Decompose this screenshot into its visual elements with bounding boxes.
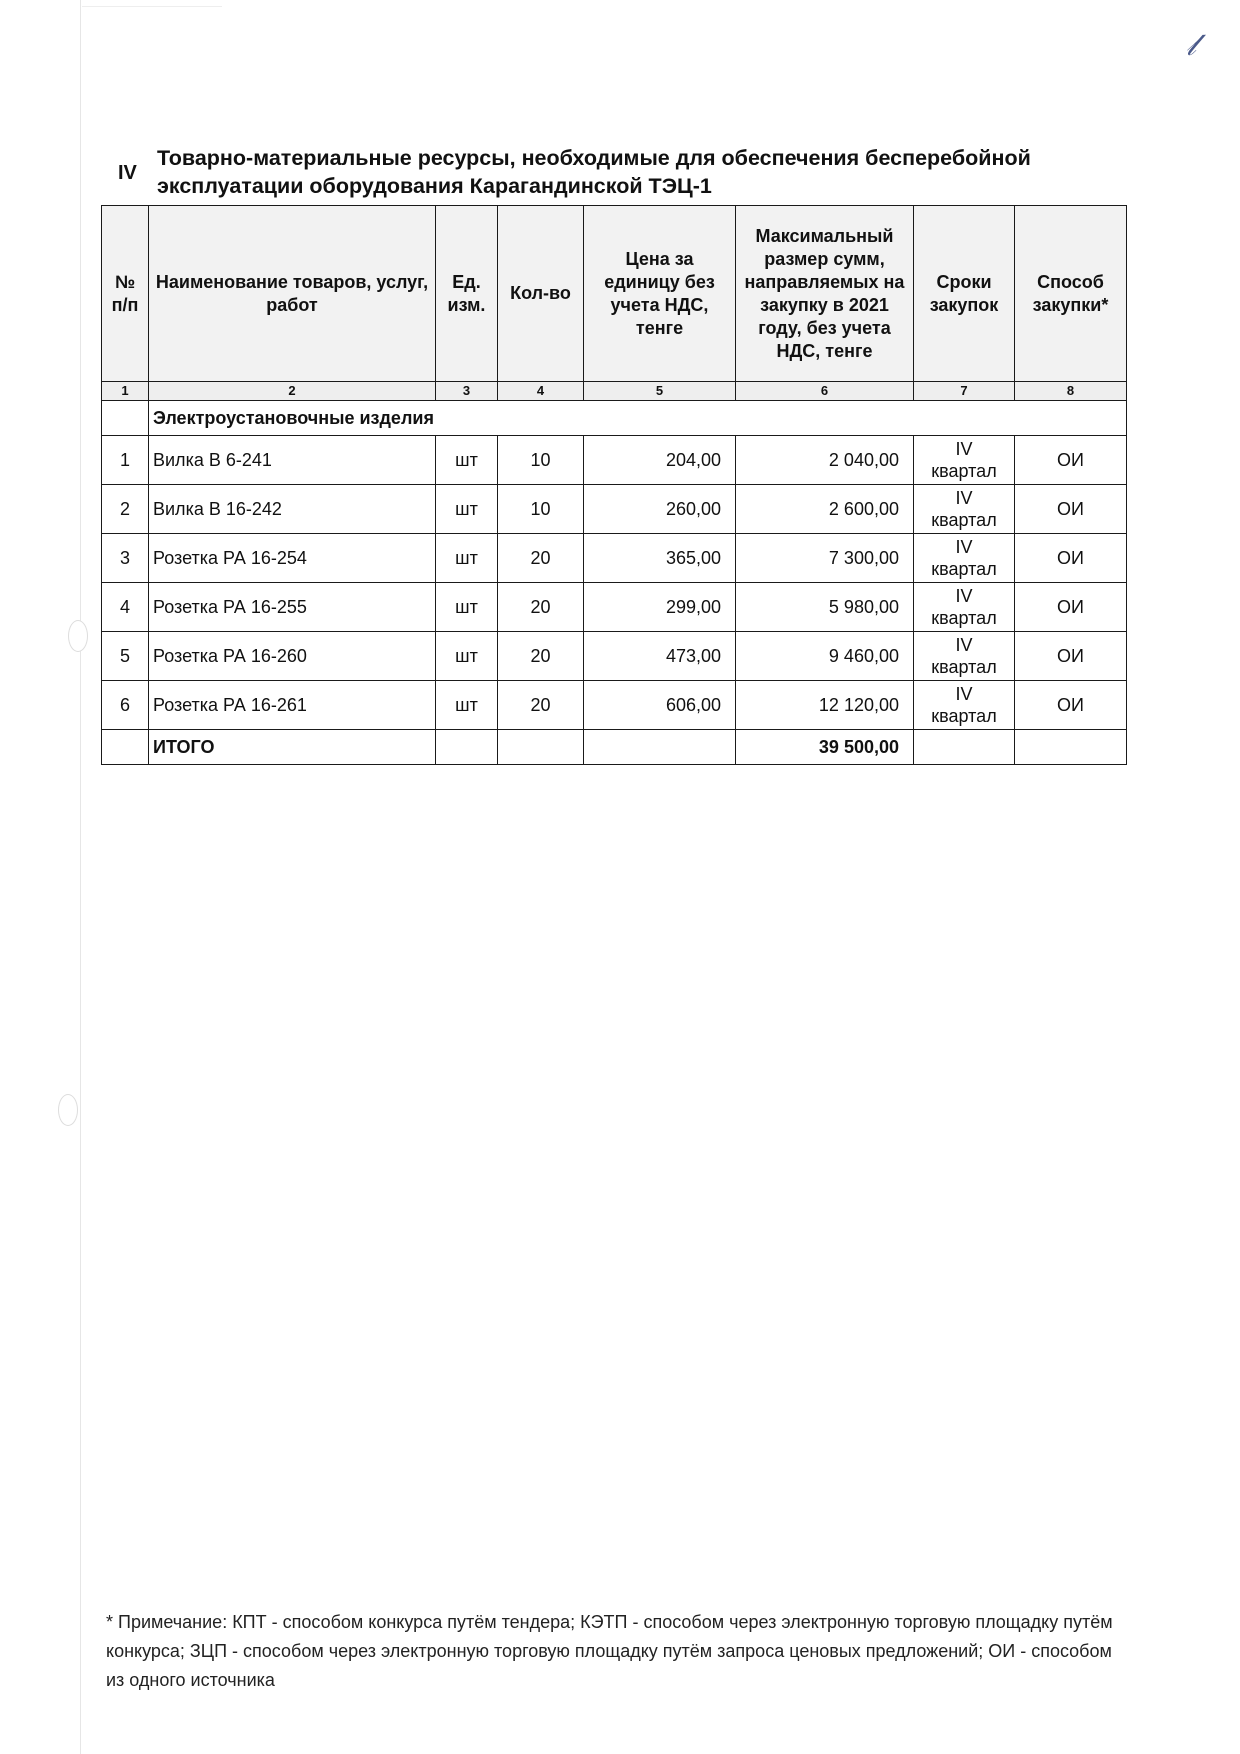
item-qty: 10 [498, 485, 584, 534]
item-unit: шт [436, 485, 498, 534]
item-price: 473,00 [584, 632, 736, 681]
total-empty-cell [436, 730, 498, 765]
total-empty-cell [1015, 730, 1127, 765]
item-unit: шт [436, 681, 498, 730]
item-method: ОИ [1015, 583, 1127, 632]
header-cell: Цена за единицу без учета НДС, тенге [584, 206, 736, 382]
group-row [102, 401, 1127, 436]
row-number: 4 [102, 583, 149, 632]
term-word: квартал [931, 706, 997, 726]
header-cell: Наименование товаров, услуг, работ [149, 206, 436, 382]
row-number: 5 [102, 632, 149, 681]
total-empty-cell [498, 730, 584, 765]
item-qty: 20 [498, 583, 584, 632]
item-term [914, 583, 1015, 632]
row-number: 6 [102, 681, 149, 730]
table-row [102, 681, 1127, 730]
term-quarter: IV [955, 586, 973, 606]
item-name: Розетка РА 16-255 [149, 583, 436, 632]
footnote: * Примечание: КПТ - способом конкурса путём тендера; КЭТП - способом через электронную торговую площадку путём конкурса; ЗЦП - способом через электронную торговую площадку путём запроса ценовых предложений; ОИ - способом из одного источника [106, 1612, 1113, 1690]
item-sum: 12 120,00 [736, 681, 914, 730]
term-word: квартал [931, 461, 997, 481]
item-qty: 10 [498, 436, 584, 485]
term-quarter: IV [955, 635, 973, 655]
column-number: 3 [436, 382, 498, 401]
column-number: 1 [102, 382, 149, 401]
procurement-table [101, 205, 1127, 765]
term-word: квартал [931, 559, 997, 579]
item-term [914, 436, 1015, 485]
scan-edge-left [80, 0, 81, 1754]
item-price: 299,00 [584, 583, 736, 632]
column-number: 6 [736, 382, 914, 401]
header-cell: Кол-во [498, 206, 584, 382]
group-title: Электроустановочные изделия [149, 401, 1127, 436]
item-qty: 20 [498, 534, 584, 583]
term-word: квартал [931, 608, 997, 628]
header-cell: Ед. изм. [436, 206, 498, 382]
total-sum: 39 500,00 [736, 730, 914, 765]
total-row [102, 730, 1127, 765]
column-number: 5 [584, 382, 736, 401]
term-quarter: IV [955, 488, 973, 508]
punch-hole [68, 620, 88, 652]
header-cell: Способ закупки* [1015, 206, 1127, 382]
row-number: 1 [102, 436, 149, 485]
row-number: 2 [102, 485, 149, 534]
total-empty-cell [584, 730, 736, 765]
section-number: IV [118, 162, 137, 184]
group-empty-cell [102, 401, 149, 436]
item-price: 260,00 [584, 485, 736, 534]
item-sum: 5 980,00 [736, 583, 914, 632]
item-term [914, 632, 1015, 681]
item-sum: 2 600,00 [736, 485, 914, 534]
item-qty: 20 [498, 632, 584, 681]
column-number: 4 [498, 382, 584, 401]
total-empty-cell [914, 730, 1015, 765]
item-price: 204,00 [584, 436, 736, 485]
total-empty-cell [102, 730, 149, 765]
item-unit: шт [436, 436, 498, 485]
item-method: ОИ [1015, 534, 1127, 583]
table-row [102, 632, 1127, 681]
total-label: ИТОГО [149, 730, 436, 765]
item-term [914, 485, 1015, 534]
handwritten-page-mark: 𝓁 [1186, 28, 1196, 63]
punch-hole [58, 1094, 78, 1126]
item-sum: 2 040,00 [736, 436, 914, 485]
term-quarter: IV [955, 439, 973, 459]
item-unit: шт [436, 583, 498, 632]
item-method: ОИ [1015, 632, 1127, 681]
header-row [102, 206, 1127, 382]
term-quarter: IV [955, 684, 973, 704]
column-number: 2 [149, 382, 436, 401]
column-number: 8 [1015, 382, 1127, 401]
scan-edge-top [82, 6, 222, 7]
item-qty: 20 [498, 681, 584, 730]
column-number-row [102, 382, 1127, 401]
term-word: квартал [931, 657, 997, 677]
table-row [102, 436, 1127, 485]
header-cell: Максимальный размер сумм, направляемых на закупку в 2021 году, без учета НДС, тенге [736, 206, 914, 382]
item-method: ОИ [1015, 681, 1127, 730]
item-unit: шт [436, 632, 498, 681]
section-title: Товарно-материальные ресурсы, необходимые для обеспечения бесперебойной эксплуатации оборудования Карагандинской ТЭЦ-1 [157, 146, 1031, 198]
item-name: Розетка РА 16-260 [149, 632, 436, 681]
item-price: 365,00 [584, 534, 736, 583]
item-method: ОИ [1015, 436, 1127, 485]
term-quarter: IV [955, 537, 973, 557]
item-name: Розетка РА 16-254 [149, 534, 436, 583]
table-row [102, 583, 1127, 632]
term-word: квартал [931, 510, 997, 530]
item-name: Вилка В 6-241 [149, 436, 436, 485]
item-term [914, 534, 1015, 583]
header-cell: № п/п [102, 206, 149, 382]
item-sum: 9 460,00 [736, 632, 914, 681]
table-row [102, 485, 1127, 534]
item-sum: 7 300,00 [736, 534, 914, 583]
table-row [102, 534, 1127, 583]
item-method: ОИ [1015, 485, 1127, 534]
item-name: Вилка В 16-242 [149, 485, 436, 534]
item-price: 606,00 [584, 681, 736, 730]
item-unit: шт [436, 534, 498, 583]
header-cell: Сроки закупок [914, 206, 1015, 382]
item-term [914, 681, 1015, 730]
column-number: 7 [914, 382, 1015, 401]
item-name: Розетка РА 16-261 [149, 681, 436, 730]
row-number: 3 [102, 534, 149, 583]
